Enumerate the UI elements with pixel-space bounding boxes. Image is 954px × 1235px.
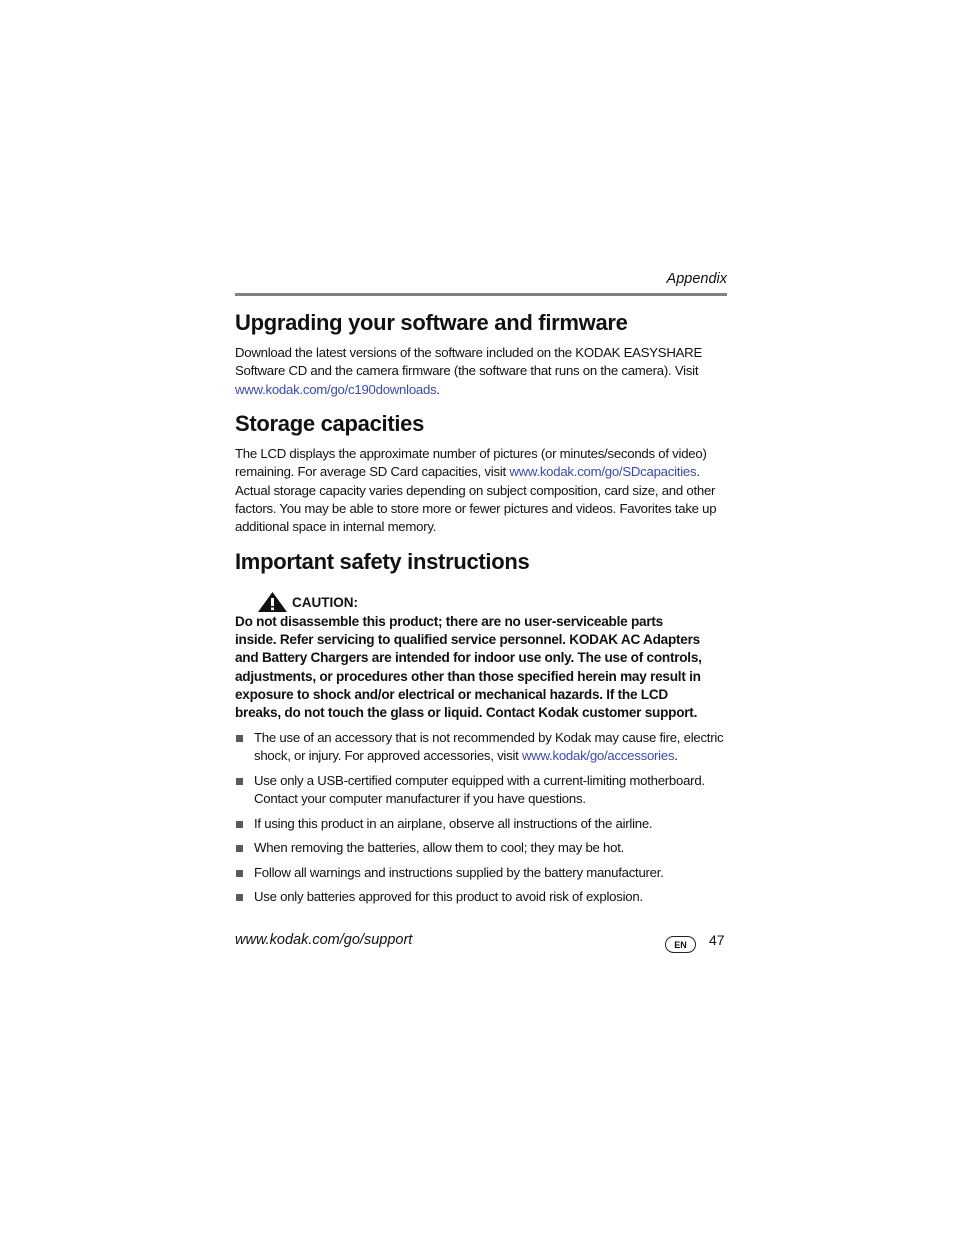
safety-heading: Important safety instructions <box>235 549 530 574</box>
storage-line-2-prefix: remaining. For average SD Card capacities, visit <box>235 464 510 480</box>
list-item-text <box>254 815 728 833</box>
square-bullet-icon <box>236 845 243 852</box>
caution-line: and Battery Chargers are intended for indoor use only. The use of controls, <box>235 650 702 666</box>
square-bullet-icon <box>236 778 243 785</box>
list-item-line: The use of an accessory that is not recommended by Kodak may cause fire, electric <box>254 730 724 745</box>
caution-text <box>235 613 727 722</box>
upgrading-line-1: Download the latest versions of the software included on the KODAK EASYSHARE <box>235 345 702 360</box>
downloads-link[interactable]: www.kodak.com/go/c190downloads <box>235 381 437 397</box>
list-item-line: Follow all warnings and instructions supplied by the battery manufacturer. <box>254 865 664 880</box>
list-item-text <box>254 888 728 906</box>
list-item-text <box>254 772 728 809</box>
storage-link-suffix: . <box>696 464 700 480</box>
caution-line: Do not disassemble this product; there are no user-serviceable parts <box>235 614 663 629</box>
caution-line: breaks, do not touch the glass or liquid. Contact Kodak customer support. <box>235 705 698 721</box>
square-bullet-icon <box>236 735 243 742</box>
list-item-text <box>254 839 728 857</box>
sdcapacities-link[interactable]: www.kodak.com/go/SDcapacities <box>509 464 697 480</box>
list-item-line: When removing the batteries, allow them to cool; they may be hot. <box>254 840 625 855</box>
warning-triangle-icon <box>257 591 288 613</box>
accessories-link[interactable]: www.kodak/go/accessories <box>521 748 675 764</box>
storage-heading: Storage capacities <box>235 411 425 436</box>
caution-line: inside. Refer servicing to qualified service personnel. KODAK AC Adapters <box>235 632 700 648</box>
upgrading-link-suffix: . <box>436 381 440 397</box>
caution-line: adjustments, or procedures other than those specified herein may result in <box>235 668 701 684</box>
storage-paragraph <box>235 445 727 536</box>
list-item-line: Use only a USB-certified computer equipped with a current-limiting motherboard. <box>254 773 705 788</box>
upgrading-line-2: Software CD and the camera firmware (the software that runs on the camera). Visit <box>235 363 699 379</box>
header-rule <box>235 293 727 296</box>
list-item-line: Contact your computer manufacturer if you have questions. <box>254 791 586 807</box>
list-item-line: If using this product in an airplane, observe all instructions of the airline. <box>254 816 653 831</box>
upgrading-paragraph <box>235 344 727 399</box>
manual-page <box>235 0 727 1235</box>
square-bullet-icon <box>236 821 243 828</box>
square-bullet-icon <box>236 870 243 877</box>
list-item-line: Use only batteries approved for this product to avoid risk of explosion. <box>254 889 643 904</box>
running-header: Appendix <box>666 271 727 287</box>
upgrading-line-3 <box>235 381 727 399</box>
caution-line: exposure to shock and/or electrical or mechanical hazards. If the LCD <box>235 686 668 702</box>
square-bullet-icon <box>236 894 243 901</box>
page-number: 47 <box>709 932 725 948</box>
storage-line-1: The LCD displays the approximate number of pictures (or minutes/seconds of video) <box>235 446 707 461</box>
caution-header <box>257 590 358 614</box>
list-item-line-prefix: shock, or injury. For approved accessories, visit <box>254 748 522 764</box>
storage-line-5: additional space in internal memory. <box>235 519 437 535</box>
footer-support-url[interactable]: www.kodak.com/go/support <box>235 932 413 948</box>
storage-line-4: factors. You may be able to store more or fewer pictures and videos. Favorites take up <box>235 500 717 516</box>
list-item-link-suffix: . <box>674 748 678 764</box>
caution-label: CAUTION: <box>292 594 358 610</box>
storage-line-2 <box>235 463 727 481</box>
language-badge: EN <box>665 936 696 953</box>
list-item-text <box>254 729 728 766</box>
storage-line-3: Actual storage capacity varies depending on subject composition, card size, and other <box>235 482 716 498</box>
upgrading-heading: Upgrading your software and firmware <box>235 310 628 335</box>
list-item-line <box>254 747 728 765</box>
list-item-text <box>254 864 728 882</box>
